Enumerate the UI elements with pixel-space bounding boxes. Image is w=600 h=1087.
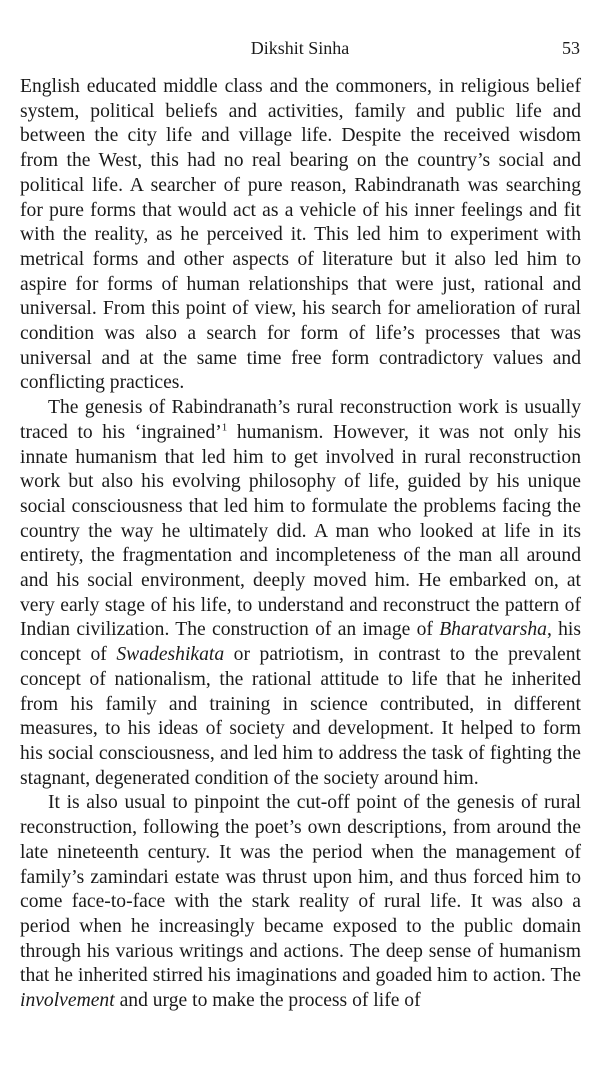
page-number: 53 xyxy=(562,38,580,58)
page-header xyxy=(20,38,580,62)
paragraph-2-text: or patriotism, in contrast to the prevalent concept of nationalism, the rational attitude to life that he inherited from his family and training in science contributed, in different measures, to his ideas of society and development. It helped to form his social consciousness, and led him to address the task of fighting the stagnant, degenerated condition of the society around him. xyxy=(20,644,581,789)
paragraph-2 xyxy=(20,396,581,791)
paragraph-2-text: The genesis of Rabindranath’s rural reconstruction work is usually traced to his ‘ingrained’ xyxy=(20,397,581,443)
running-head: Dikshit Sinha xyxy=(250,38,350,58)
paragraph-3-text: It is also usual to pinpoint the cut-off point of the genesis of rural reconstruction, following the poet’s own descriptions, from around the late nineteenth century. It was the period when the management of family’s zamindari estate was thrust upon him, and thus forced him to come face-to-face with the stark reality of rural life. It was also a period when he increasingly became exposed to the public domain through his various writings and actions. The deep sense of humanism that he inherited stirred his imaginations and goaded him to action. The xyxy=(20,792,581,987)
italic-term-swadeshikata: Swadeshikata xyxy=(116,644,225,666)
italic-term-involvement: involvement xyxy=(20,990,115,1012)
paragraph-2-text: humanism. However, it was not only his innate humanism that led him to get involved in rural reconstruction work but also his evolving philosophy of life, guided by his unique social consciousness that led him to formulate the problems facing the country the way he ultimately did. A man who looked at life in its entirety, the fragmentation and incompleteness of the man all around and his social environment, deeply moved him. He embarked on, at very early stage of his life, to understand and reconstruct the pattern of Indian civilization. The construction of an image of xyxy=(20,421,582,641)
paragraph-1: English educated middle class and the commoners, in religious belief system, political beliefs and activities, family and public life and between the city life and village life. Despite the received wisdom from the West, this had no real bearing on the country’s social and political life. A searcher of pure reason, Rabindranath was searching for pure forms that would act as a vehicle of his inner feelings and fit with the reality, as he perceived it. This led him to experiment with metrical forms and other aspects of literature but it also led him to aspire for forms of human relationships that were just, rational and universal. From this point of view, his search for amelioration of rural condition was also a search for form of life’s processes that was universal and at the same time free form contradictory values and conflicting practices. xyxy=(20,76,581,394)
paragraph-2-text: , his concept of xyxy=(20,619,581,666)
paragraph-3-text: and urge to make the process of life of xyxy=(114,990,421,1012)
italic-term-bharatvarsha: Bharatvarsha xyxy=(439,619,547,641)
footnote-marker: 1 xyxy=(221,421,228,434)
paragraph-3 xyxy=(20,791,581,1013)
body-text xyxy=(20,75,581,1014)
